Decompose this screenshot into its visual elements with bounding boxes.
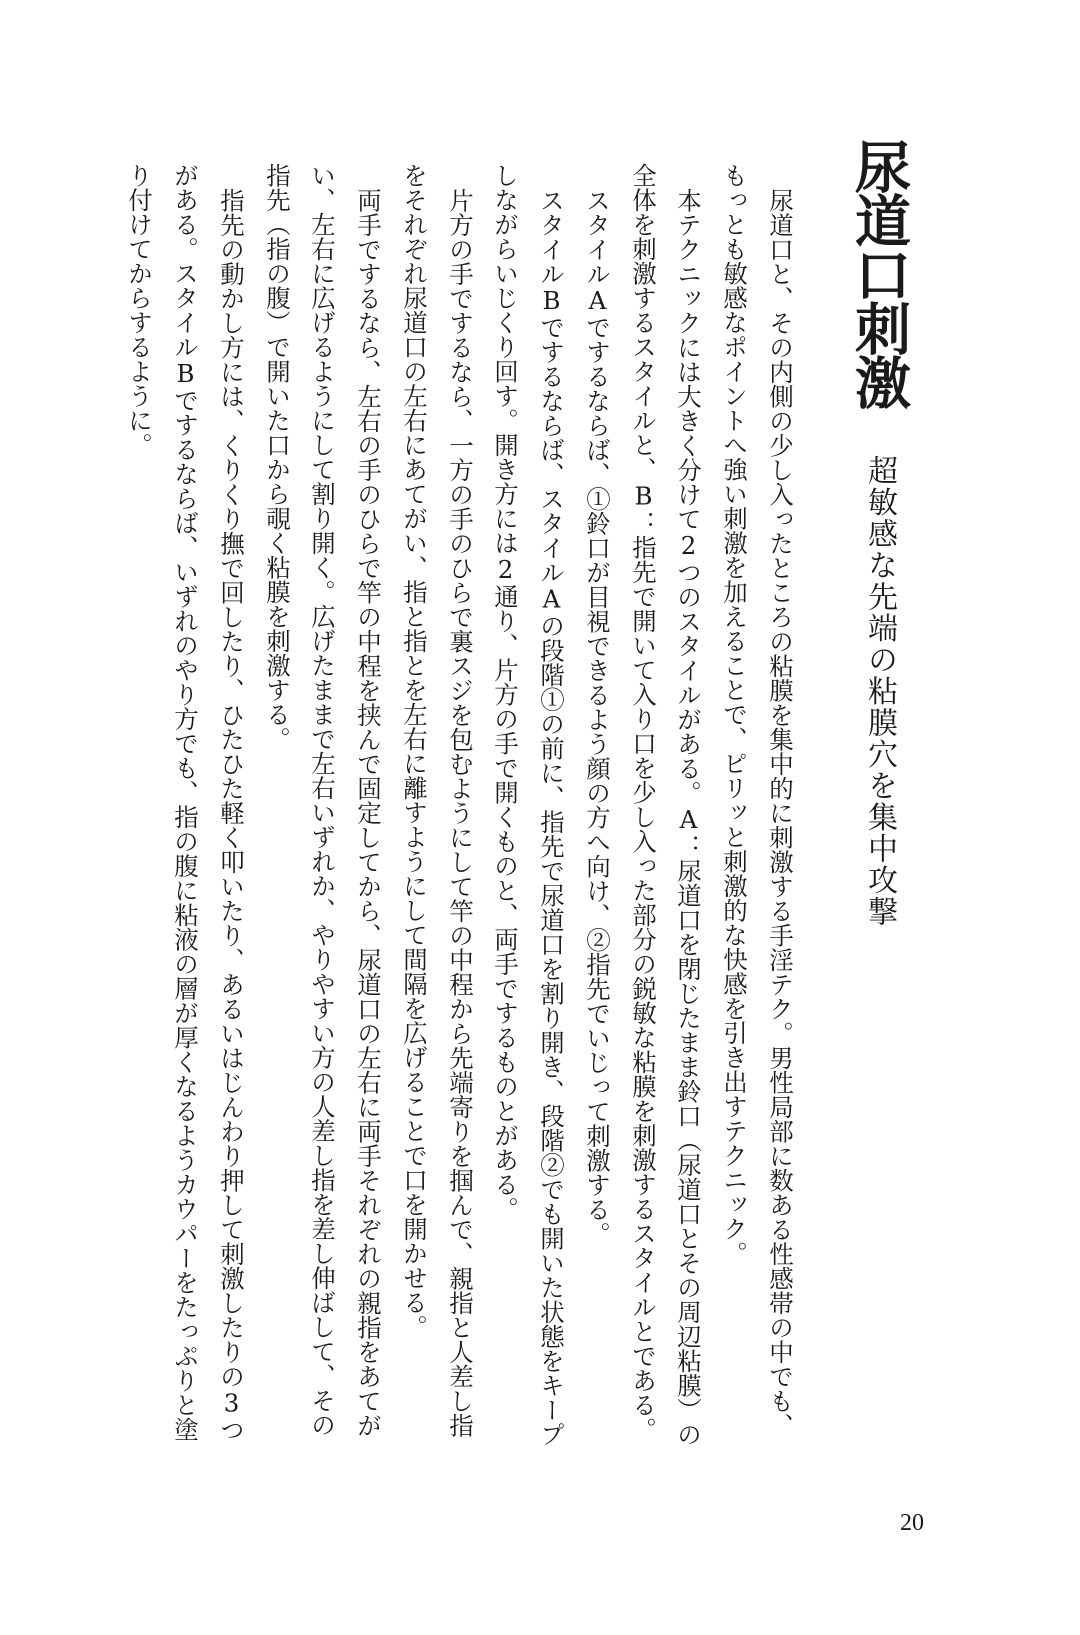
text-column: 片方の手でするなら、一方の手のひらで裏スジを包むようにして竿の中程から先端寄りを掴んで、親指と人差し指 — [446, 187, 475, 1437]
text-column: 指先（指の腹）で開いた口から覗く粘膜を刺激する。 — [263, 163, 292, 751]
text-column: 本テクニックには大きく分けて2つのスタイルがある。A：尿道口を閉じたまま鈴口（尿道口とその周辺粘膜）の — [674, 187, 703, 1446]
text-column: 両手でするなら、左右の手のひらで竿の中程を挟んで固定してから、尿道口の左右に両手それぞれの親指をあてが — [354, 187, 383, 1437]
text-column: 指先の動かし方には、くりくり撫で回したり、ひたひた軽く叩いたり、あるいはじんわり押して刺激したりの3つ — [217, 187, 246, 1442]
text-column: スタイルAでするならば、①鈴口が目視できるよう顔の方へ向け、②指先でいじって刺激する。 — [583, 187, 612, 1246]
text-column: しながらいじくり回す。開き方には2通り、片方の手で開くものと、両手でするものとがある。 — [491, 163, 520, 1221]
text-column: がある。スタイルBでするならば、いずれのやり方でも、指の腹に粘液の層が厚くなるようカウパーをたっぷりと塗 — [171, 163, 200, 1442]
page-subtitle: 超敏感な先端の粘膜穴を集中攻撃 — [862, 455, 897, 928]
page-title: 尿道口刺激 — [846, 138, 911, 408]
text-column: もっとも敏感なポイントへ強い刺激を加えることで、ピリッと刺激的な快感を引き出すテクニック。 — [720, 163, 749, 1266]
text-column: スタイルBでするならば、スタイルAの段階①の前に、指先で尿道口を割り開き、段階②でも開いた状態をキープ — [537, 187, 566, 1446]
page-number: 20 — [900, 1510, 924, 1536]
text-column: い、左右に広げるようにして割り開く。広げたままで左右いずれか、やりやすい方の人差し指を差し伸ばして、その — [308, 163, 337, 1437]
text-column: 全体を刺激するスタイルと、B：指先で開いて入り口を少し入った部分の鋭敏な粘膜を刺激するスタイルとである。 — [629, 163, 658, 1442]
text-column: 尿道口と、その内側の少し入ったところの粘膜を集中的に刺激する手淫テク。男性局部に数ある性感帯の中でも、 — [766, 187, 795, 1437]
text-column: り付けてからするように。 — [125, 163, 154, 457]
text-column: をそれぞれ尿道口の左右にあてがい、指と指とを左右に離すようにして間隔を広げることで口を開かせる。 — [400, 163, 429, 1339]
